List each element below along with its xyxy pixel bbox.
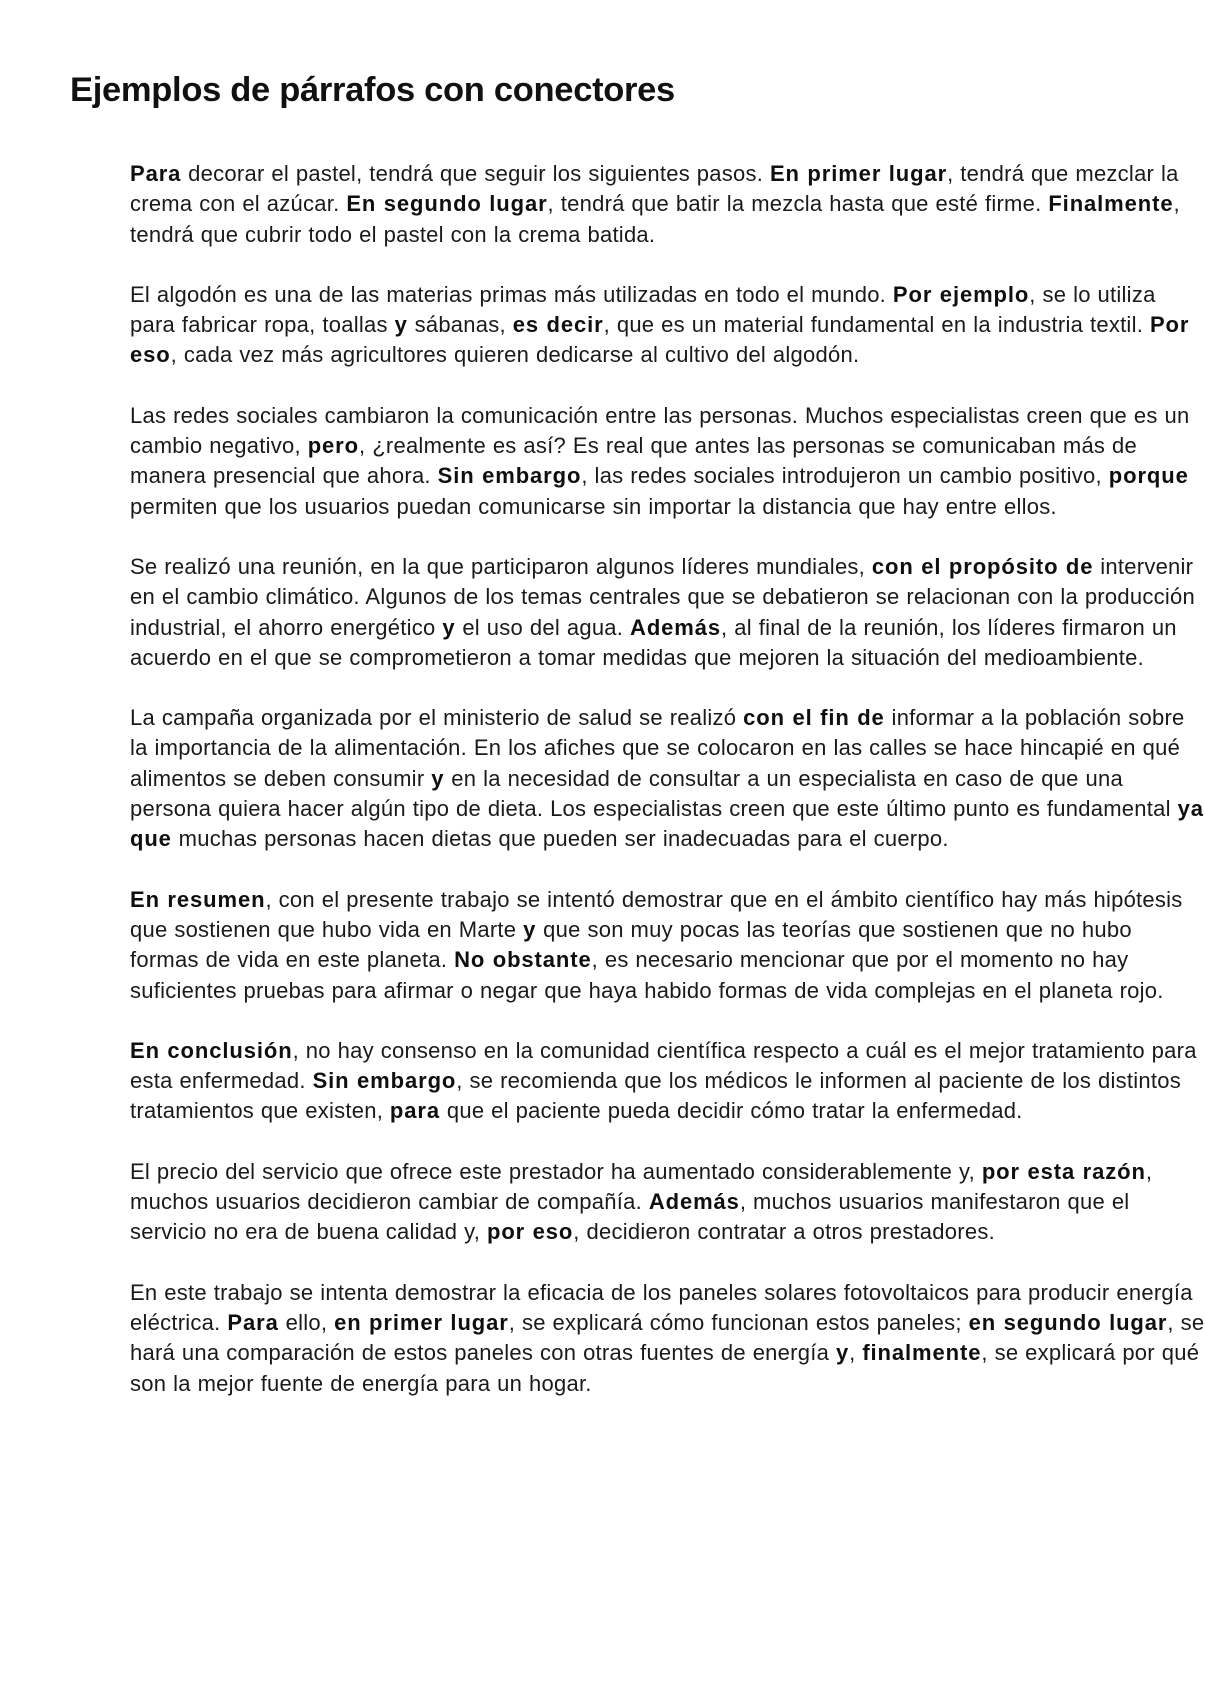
text-run: , se hará una comparación de estos paneles con otras fuentes de energía — [130, 1309, 1205, 1366]
connector-word: con el propósito de — [871, 553, 1094, 579]
paragraph — [130, 159, 1205, 250]
paragraph — [130, 1278, 1205, 1399]
connector-word: para — [389, 1098, 440, 1124]
connector-word: por esta razón — [981, 1158, 1146, 1184]
connector-word: Por ejemplo — [892, 281, 1030, 307]
text-run: , cada vez más agricultores quieren dedicarse al cultivo del algodón. — [170, 342, 860, 368]
text-run: , se lo utiliza para fabricar ropa, toallas — [130, 281, 1156, 338]
text-run: permiten que los usuarios puedan comunicarse sin importar la distancia que hay entre ellos. — [130, 493, 1057, 519]
connector-word: Además — [648, 1189, 740, 1215]
paragraph — [130, 885, 1205, 1006]
text-run: el uso del agua. — [455, 614, 631, 640]
text-run: El algodón es una de las materias primas más utilizadas en todo el mundo. — [130, 281, 893, 307]
connector-word: y — [442, 614, 456, 640]
paragraph — [130, 1036, 1205, 1127]
connector-word: Finalmente — [1048, 191, 1174, 217]
text-run: En este trabajo se intenta demostrar la eficacia de los paneles solares fotovoltaicos para producir energía eléctrica. — [130, 1279, 1193, 1335]
text-run: , es necesario mencionar que por el momento no hay suficientes pruebas para afirmar o negar que haya habido formas de vida complejas en el planeta rojo. — [130, 947, 1164, 1003]
connector-word: En segundo lugar — [346, 191, 548, 217]
paragraph-list — [130, 159, 1205, 1399]
text-run: Se realizó una reunión, en la que participaron algunos líderes mundiales, — [130, 553, 872, 579]
paragraph — [130, 280, 1205, 371]
connector-word: y — [394, 312, 408, 338]
text-run: , — [849, 1340, 863, 1366]
text-run: , no hay consenso en la comunidad científica respecto a cuál es el mejor tratamiento para esta enfermedad. — [130, 1037, 1197, 1094]
text-run: en la necesidad de consultar a un especialista en caso de que una persona quiera hacer algún tipo de dieta. Los especialistas creen que este último punto es fundamental — [130, 765, 1178, 822]
text-run: sábanas, — [407, 312, 513, 338]
connector-word: Sin embargo — [312, 1068, 457, 1094]
paragraph — [130, 1157, 1205, 1248]
connector-word: es decir — [512, 312, 604, 338]
connector-word: No obstante — [454, 947, 592, 973]
text-run: , las redes sociales introdujeron un cambio positivo, — [581, 463, 1109, 489]
text-run: muchas personas hacen dietas que pueden ser inadecuadas para el cuerpo. — [171, 826, 949, 852]
text-run: que el paciente pueda decidir cómo tratar la enfermedad. — [440, 1098, 1023, 1124]
text-run: , tendrá que mezclar la crema con el azúcar. — [130, 161, 1179, 217]
connector-word: en segundo lugar — [968, 1309, 1168, 1335]
connector-word: en primer lugar — [334, 1309, 509, 1335]
paragraph — [130, 703, 1205, 854]
connector-word: y — [835, 1340, 850, 1366]
connector-word: finalmente — [862, 1340, 982, 1366]
text-run: informar a la población sobre la importancia de la alimentación. En los afiches que se colocaron en las calles se hace hincapié en qué alimentos se deben consumir — [130, 705, 1185, 791]
connector-word: por eso — [486, 1219, 574, 1245]
connector-word: con el fin de — [743, 705, 885, 731]
text-run: , muchos usuarios manifestaron que el servicio no era de buena calidad y, — [130, 1189, 1130, 1245]
connector-word: y — [431, 765, 445, 791]
connector-word: porque — [1108, 463, 1189, 489]
connector-word: En resumen — [130, 886, 266, 912]
text-run: decorar el pastel, tendrá que seguir los siguientes pasos. — [181, 161, 770, 186]
connector-word: ya que — [130, 796, 1204, 852]
connector-word: Además — [630, 614, 722, 640]
paragraph — [130, 401, 1205, 522]
text-run: , con el presente trabajo se intentó demostrar que en el ámbito científico hay más hipótesis que sostienen que hubo vida en Marte — [130, 886, 1183, 942]
text-run: El precio del servicio que ofrece este prestador ha aumentado considerablemente y, — [130, 1158, 982, 1184]
text-run: , ¿realmente es así? Es real que antes las personas se comunicaban más de manera presencial que ahora. — [130, 433, 1138, 489]
connector-word: Para — [130, 161, 182, 186]
connector-word: En primer lugar — [769, 161, 948, 186]
text-run: , que es un material fundamental en la industria textil. — [603, 312, 1150, 338]
text-run: La campaña organizada por el ministerio de salud se realizó — [130, 705, 744, 731]
paragraph — [130, 552, 1205, 673]
text-run: , se recomienda que los médicos le informen al paciente de los distintos tratamientos que existen, — [130, 1068, 1181, 1124]
connector-word: Por eso — [130, 312, 1190, 368]
connector-word: pero — [307, 433, 359, 459]
text-run: intervenir en el cambio climático. Algunos de los temas centrales que se debatieron se relacionan con la producción industrial, el ahorro energético — [130, 553, 1195, 640]
connector-word: Sin embargo — [437, 463, 582, 489]
connector-word: Para — [227, 1309, 279, 1335]
text-run: , al final de la reunión, los líderes firmaron un acuerdo en el que se comprometieron a tomar medidas que mejoren la situación del medioambiente. — [130, 614, 1177, 670]
page-title: Ejemplos de párrafos con conectores — [70, 71, 675, 109]
connector-word: En conclusión — [130, 1037, 293, 1063]
text-run: que son muy pocas las teorías que sostienen que no hubo formas de vida en este planeta. — [130, 916, 1132, 973]
text-run: , se explicará por qué son la mejor fuente de energía para un hogar. — [130, 1340, 1200, 1396]
text-run: , decidieron contratar a otros prestadores. — [573, 1219, 995, 1245]
text-run: , tendrá que cubrir todo el pastel con la crema batida. — [130, 191, 1180, 247]
connector-word: y — [523, 916, 537, 942]
text-run: Las redes sociales cambiaron la comunicación entre las personas. Muchos especialistas creen que es un cambio negativo, — [130, 402, 1190, 459]
text-run: , se explicará cómo funcionan estos paneles; — [508, 1309, 969, 1335]
text-run: ello, — [278, 1309, 335, 1335]
text-run: , tendrá que batir la mezcla hasta que esté firme. — [547, 191, 1049, 217]
text-run: , muchos usuarios decidieron cambiar de compañía. — [130, 1158, 1153, 1215]
